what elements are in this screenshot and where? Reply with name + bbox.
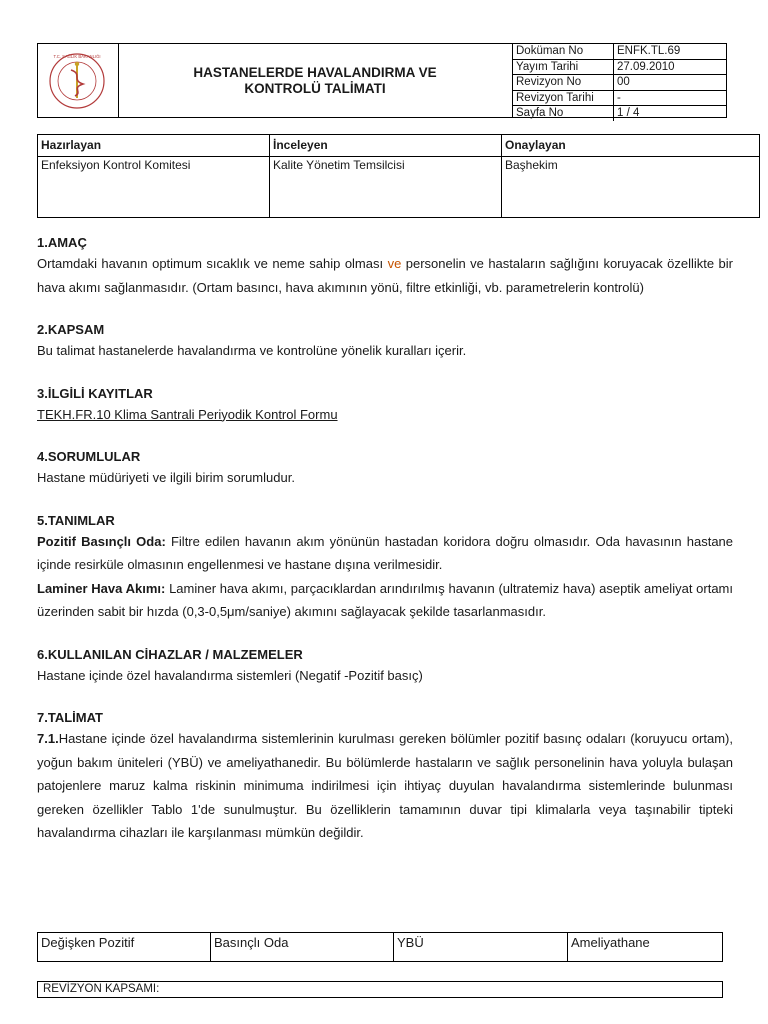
meta-row — [513, 75, 726, 91]
table-cell: Basınçlı Oda — [211, 933, 394, 961]
table-cell: YBÜ — [394, 933, 568, 961]
purpose-text — [37, 252, 733, 299]
instruction-number: 7.1. — [37, 731, 59, 746]
ventilation-table — [37, 932, 723, 962]
devices-text: Hastane içinde özel havalandırma sistemleri (Negatif -Pozitif basıç) — [37, 667, 423, 683]
document-title — [118, 44, 513, 117]
purpose-text-b: personelin ve hastaların sağlığını koruyacak özellikte bir hava akımı sağlanmasıdır. (Ortam basıncı, hava akımının yönü, filtre etkinliği, vb. parametrelerin kontrolü) — [37, 256, 733, 295]
purpose-text-highlight: ve — [387, 256, 402, 271]
approval-header: Onaylayan — [502, 135, 759, 157]
definition-text: Laminer hava akımı, parçacıklardan arındırılmış havanın (ultratemiz hava) aseptik ameliyat ortamı üzerinden sabit bir hızda (0,3-0,5μm/saniye) akımını sağlayacak şekilde tasarlanmasıdır. — [37, 580, 733, 619]
approval-header: İnceleyen — [270, 135, 501, 157]
approval-column-approved — [502, 135, 759, 217]
logo-cell — [38, 44, 119, 117]
revision-scope: REVİZYON KAPSAMI: — [37, 981, 723, 998]
approval-value: Enfeksiyon Kontrol Komitesi — [41, 158, 191, 172]
meta-value: 00 — [617, 76, 630, 89]
document-meta-table — [513, 44, 726, 121]
definition-text: Filtre edilen havanın akım yönünün hastadan koridora doğru olmasıdır. Oda havasının hastane içinde resirküle olmasının engellenmesi ve hastane dışına verilmesidir. — [37, 533, 734, 572]
section-heading-definitions: 5.TANIMLAR — [37, 512, 115, 528]
section-heading-purpose: 1.AMAÇ — [37, 235, 87, 250]
approval-value: Başhekim — [505, 158, 558, 172]
meta-value: - — [617, 91, 621, 104]
table-cell: Ameliyathane — [571, 935, 650, 950]
meta-value: ENFK.TL.69 — [617, 45, 681, 57]
meta-value: 27.09.2010 — [617, 60, 675, 73]
meta-row — [513, 91, 726, 107]
meta-key: Revizyon No — [513, 75, 614, 90]
approval-table — [37, 134, 760, 218]
meta-key: Doküman No — [513, 44, 614, 59]
meta-row — [513, 60, 726, 76]
title-line-2: KONTROLÜ TALİMATI — [244, 80, 386, 96]
definition-positive-pressure — [37, 530, 733, 577]
section-heading-records: 3.İLGİLİ KAYITLAR — [37, 385, 153, 401]
scope-text: Bu talimat hastanelerde havalandırma ve kontrolüne yönelik kuralları içerir. — [37, 343, 467, 358]
meta-key: Revizyon Tarihi — [513, 91, 614, 106]
section-heading-instruction: 7.TALİMAT — [37, 710, 103, 725]
meta-row — [513, 106, 726, 121]
meta-key: Yayım Tarihi — [513, 60, 614, 75]
meta-value: 1 / 4 — [617, 107, 640, 120]
table-cell: Değişken Pozitif — [38, 933, 211, 961]
meta-row — [513, 44, 726, 60]
definition-term: Laminer Hava Akımı: — [37, 580, 166, 596]
purpose-text-a: Ortamdaki havanın optimum sıcaklık ve neme sahip olması — [37, 256, 388, 271]
approval-column-reviewed — [270, 135, 502, 217]
records-form-link[interactable]: TEKH.FR.10 Klima Santrali Periyodik Kontrol Formu — [37, 406, 338, 422]
document-body — [37, 234, 733, 845]
logo-text: T.C. SAĞLIK BAKANLIĞI — [53, 54, 101, 59]
section-heading-devices: 6.KULLANILAN CİHAZLAR / MALZEMELER — [37, 646, 303, 662]
instruction-body: Hastane içinde özel havalandırma sistemlerinin kurulması gereken bölümler pozitif basınç odaları (koruyucu ortam), yoğun bakım üniteleri (YBÜ) ve ameliyathanedir. Bu bölümlerde hastaların ve sağlık personelinin hava yoluyla bulaşan patojenlere maruz kalma riskinin minimuma indirilmesi için ihtiyaç duyulan havalandırma sistemlerinde bulunması gereken özellikler Tablo 1'de sunulmuştur. Bu özelliklerin tamamının duvar tipi klimalarla veya taşınabilir tipteki havalandırma cihazları ile karşılanması mümkün değildir. — [37, 731, 733, 840]
definition-term: Pozitif Basınçlı Oda: — [37, 533, 166, 549]
ministry-logo — [47, 50, 107, 112]
approval-value: Kalite Yönetim Temsilcisi — [273, 158, 405, 172]
approval-header: Hazırlayan — [38, 135, 269, 157]
definition-laminar-flow — [37, 577, 733, 624]
approval-column-prepared — [38, 135, 270, 217]
title-line-1: HASTANELERDE HAVALANDIRMA VE — [193, 64, 437, 80]
instruction-text — [37, 727, 733, 845]
section-heading-scope: 2.KAPSAM — [37, 322, 105, 337]
section-heading-responsibles: 4.SORUMLULAR — [37, 449, 141, 464]
document-header — [37, 43, 727, 118]
meta-key: Sayfa No — [513, 106, 614, 121]
responsibles-text: Hastane müdüriyeti ve ilgili birim sorumludur. — [37, 470, 295, 485]
